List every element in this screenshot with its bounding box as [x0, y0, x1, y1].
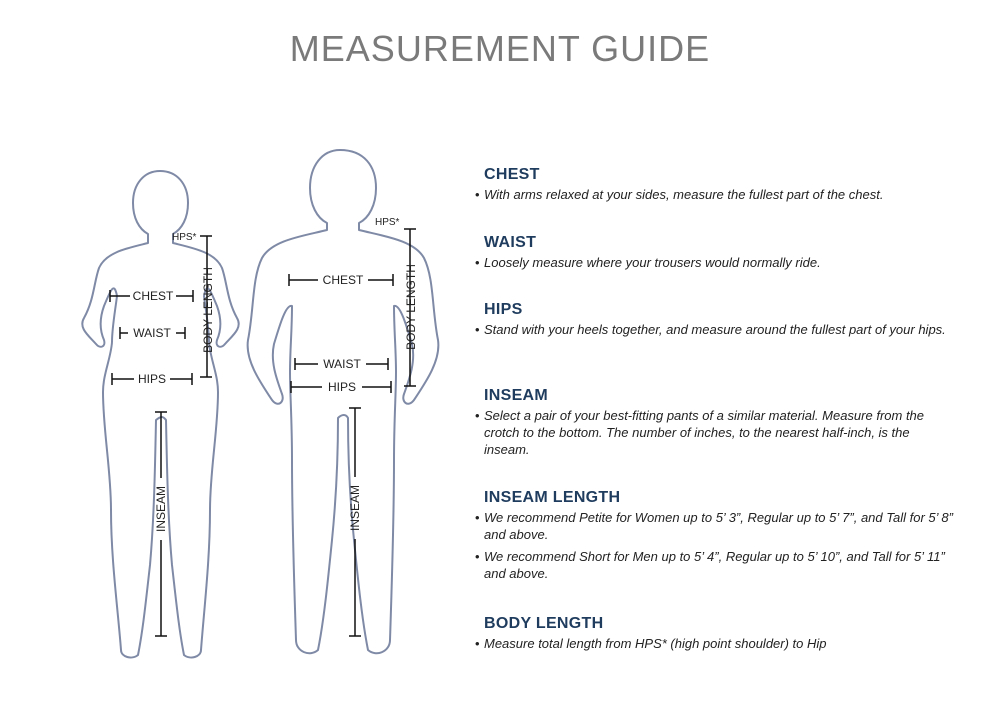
- section-waist: [474, 234, 954, 276]
- section-inseam-length: [474, 489, 954, 587]
- female-chest-label: CHEST: [132, 289, 174, 303]
- female-hips-label: HIPS: [137, 372, 167, 386]
- section-heading: BODY LENGTH: [484, 615, 604, 632]
- section-heading: HIPS: [484, 301, 523, 318]
- male-silhouette: [248, 150, 439, 653]
- section-bullet: • Stand with your heels together, and measure around the fullest part of your hips.: [474, 321, 954, 338]
- section-bullet: • With arms relaxed at your sides, measure the fullest part of the chest.: [474, 186, 954, 203]
- section-hips: [474, 301, 954, 343]
- male-body-length-label: BODY LENGTH: [404, 264, 418, 350]
- measurement-figures: [0, 0, 470, 723]
- male-hips-label: HIPS: [327, 380, 357, 394]
- section-heading: CHEST: [484, 166, 540, 183]
- section-body-length: [474, 615, 954, 657]
- section-heading: INSEAM: [484, 387, 549, 404]
- female-body-length-label: BODY LENGTH: [201, 267, 215, 353]
- female-waist-label: WAIST: [133, 326, 171, 340]
- male-chest-label: CHEST: [322, 273, 364, 287]
- section-bullet: • We recommend Petite for Women up to 5’ 3”, Regular up to 5’ 7”, and Tall for 5’ 8” and above.: [474, 509, 954, 543]
- male-waist-label: WAIST: [323, 357, 361, 371]
- section-heading: WAIST: [484, 234, 537, 251]
- section-bullet: • We recommend Short for Men up to 5’ 4”, Regular up to 5’ 10”, and Tall for 5’ 11” and above.: [474, 548, 954, 582]
- section-chest: [474, 166, 954, 208]
- page-title: MEASUREMENT GUIDE: [289, 28, 711, 69]
- section-bullet: • Select a pair of your best-fitting pants of a similar material. Measure from the crotch to the bottom. The number of inches, to the nearest half-inch, is the inseam.: [474, 407, 954, 458]
- section-inseam: [474, 387, 954, 463]
- section-bullet: • Loosely measure where your trousers would normally ride.: [474, 254, 954, 271]
- section-bullet: • Measure total length from HPS* (high point shoulder) to Hip: [474, 635, 954, 652]
- section-heading: INSEAM LENGTH: [484, 489, 621, 506]
- female-hps-label: HPS*: [172, 232, 197, 243]
- female-inseam-label: INSEAM: [154, 485, 168, 533]
- male-inseam-label: INSEAM: [348, 484, 362, 532]
- male-hps-label: HPS*: [375, 217, 400, 228]
